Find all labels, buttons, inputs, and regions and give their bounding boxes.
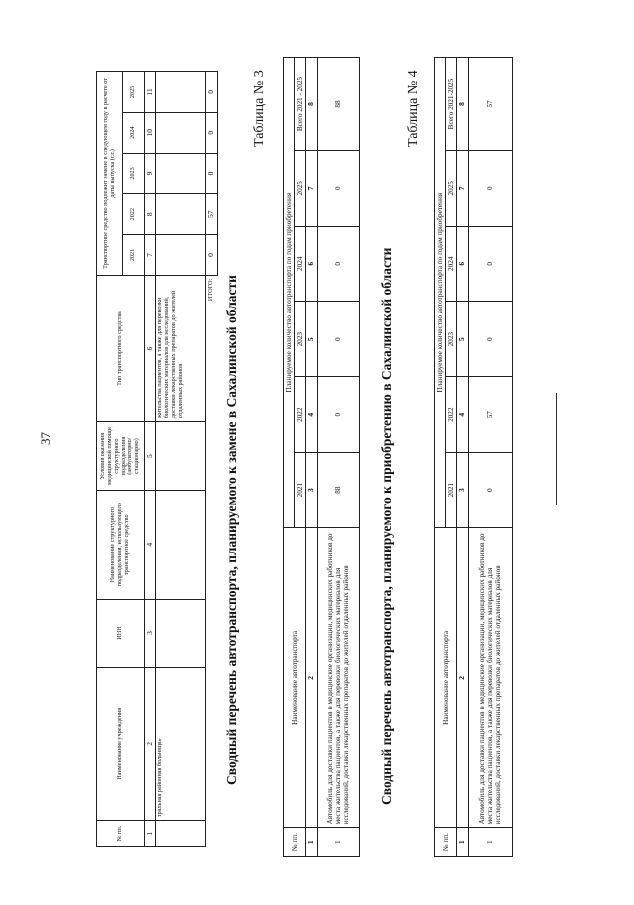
row-value: 0 [317, 151, 359, 226]
col-number: 7 [145, 235, 156, 276]
row-value: 88 [317, 452, 359, 527]
col-number: 2 [145, 667, 156, 821]
plan-group-header: Планируемое количество автотранспорта по годам приобретения [435, 58, 446, 528]
total-value: 0 [206, 112, 217, 153]
table4-title: Сводный перечень автотранспорта, планируемого к приобретению в Сахалинской области [379, 247, 394, 805]
total-value: 0 [206, 153, 217, 194]
replacement-summary-table [283, 57, 360, 857]
year-header: 2022 [446, 377, 457, 452]
table-row [156, 72, 206, 847]
col-conditions-header: Условия оказания медицинской помощи структурного подразделения (амбулаторно/стационарно) [97, 422, 145, 491]
col-number: 4 [145, 490, 156, 599]
total-year-header: Всего 2021-2025 [446, 58, 457, 151]
col-number: 8 [457, 58, 468, 151]
col-vehicle-type-header: Тип транспортного средства [97, 275, 145, 421]
total-row [206, 72, 217, 847]
row-year-cell [156, 235, 206, 276]
total-label: ИТОГО: [206, 275, 217, 846]
year-header: 2022 [295, 377, 306, 452]
vehicles-replacement-table [96, 71, 218, 847]
year-header: 2023 [446, 302, 457, 377]
total-value: 0 [206, 72, 217, 113]
col-number: 3 [145, 599, 156, 667]
col-number: 7 [306, 151, 317, 226]
total-value: 57 [206, 194, 217, 235]
year-header: 2021 [123, 235, 145, 276]
col-name-header: Наименование автотранспорта [435, 528, 457, 828]
col-number: 3 [457, 452, 468, 527]
page-number: 37 [38, 432, 53, 445]
col-number: 11 [145, 72, 156, 113]
year-header: 2022 [123, 194, 145, 235]
table-row [468, 58, 512, 857]
row-value: 0 [317, 226, 359, 301]
total-value: 0 [206, 235, 217, 276]
col-number: 10 [145, 112, 156, 153]
row-total-value: 57 [468, 58, 512, 151]
row-value: 0 [468, 151, 512, 226]
row-unit [156, 490, 206, 599]
row-value: 0 [317, 302, 359, 377]
table4-number: Таблица № 4 [406, 70, 421, 147]
col-number: 4 [457, 377, 468, 452]
col-number: 7 [457, 151, 468, 226]
col-number: 3 [306, 452, 317, 527]
replace-group-header: Транспортное средство подлежит замене в следующем году в расчете от даты выпуска (г.г.) [97, 72, 123, 276]
row-year-cell [156, 153, 206, 194]
col-number: 5 [457, 302, 468, 377]
row-value: 0 [468, 452, 512, 527]
col-number: 6 [457, 226, 468, 301]
col-number: 6 [145, 275, 156, 421]
total-year-header: Всего 2021 - 2025 [295, 58, 306, 151]
year-header: 2024 [295, 226, 306, 301]
row-inn [156, 599, 206, 667]
year-header: 2023 [295, 302, 306, 377]
row-name: Автомобиль для доставки пациентов в медицинские организации, медицинских работников до места жительства пациентов, а также для перевозки биологических материалов для исследований, доставки лекарственных препаратов до жителей отдаленных районов [468, 528, 512, 828]
col-org-header: Наименование учреждения [97, 667, 145, 821]
col-number: 4 [306, 377, 317, 452]
row-value: 0 [317, 377, 359, 452]
col-number: 1 [306, 828, 317, 857]
col-inn-header: ИНН [97, 599, 145, 667]
row-year-cell [156, 194, 206, 235]
col-unit-header: Наименование структурного подразделения, использующего транспортное средство [97, 490, 145, 599]
col-number: 9 [145, 153, 156, 194]
row-num [156, 821, 206, 847]
table3-number: Таблица № 3 [252, 70, 267, 147]
bottom-rule [556, 393, 557, 505]
row-conditions [156, 422, 206, 491]
year-header: 2025 [446, 151, 457, 226]
col-name-header: Наименование автотранспорта [284, 528, 306, 828]
col-number: 8 [145, 194, 156, 235]
table3-title: Сводный перечень автотранспорта, планируемого к замене в Сахалинской области [224, 275, 239, 785]
plan-group-header: Планируемое количество автотранспорта по годам приобретения [284, 58, 295, 528]
col-number: 6 [306, 226, 317, 301]
col-number: 1 [145, 821, 156, 847]
col-number: 5 [145, 422, 156, 491]
col-number: 5 [306, 302, 317, 377]
year-header: 2021 [446, 452, 457, 527]
row-num: 1 [317, 828, 359, 857]
year-header: 2021 [295, 452, 306, 527]
row-year-cell [156, 112, 206, 153]
col-num-header: № пп. [284, 828, 306, 857]
col-number: 8 [306, 58, 317, 151]
row-total-value: 88 [317, 58, 359, 151]
table-row [317, 58, 359, 857]
row-value: 0 [468, 302, 512, 377]
row-num: 1 [468, 828, 512, 857]
col-num-header: № пп. [435, 828, 457, 857]
row-value: 57 [468, 377, 512, 452]
year-header: 2023 [123, 153, 145, 194]
year-header: 2024 [123, 112, 145, 153]
year-header: 2025 [295, 151, 306, 226]
row-org: тральная районная больница» [156, 667, 206, 821]
acquisition-summary-table [434, 57, 513, 857]
year-header: 2025 [123, 72, 145, 113]
row-value: 0 [468, 226, 512, 301]
row-name: Автомобиль для доставки пациентов в медицинские организации, медицинских работников до места жительства пациентов, а также для перевозки биологических материалов для исследований, доставки лекарственных препаратов до жителей отдаленных районов [317, 528, 359, 828]
col-number: 1 [457, 828, 468, 857]
row-vehicle-type: жительства пациентов, а также для перевозки биологических материалов для исследований, доставки лекарственных препаратов до жителей отдаленных районов [156, 275, 206, 421]
row-year-cell [156, 72, 206, 113]
col-num-header: № пп. [97, 821, 145, 847]
col-number: 2 [457, 528, 468, 828]
col-number: 2 [306, 528, 317, 828]
year-header: 2024 [446, 226, 457, 301]
